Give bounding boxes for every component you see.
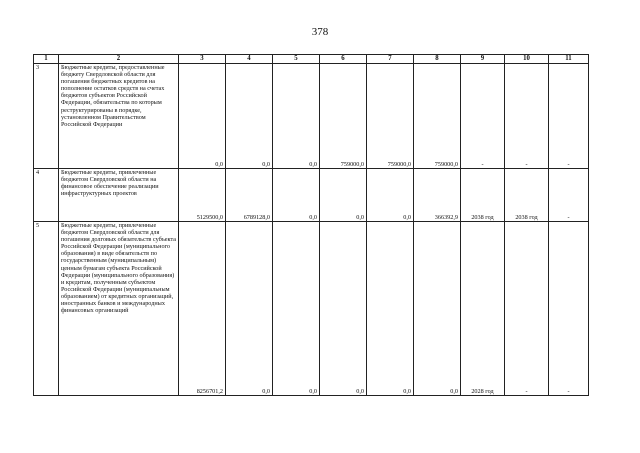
cell-col4: 6789128,0 [226, 169, 273, 222]
column-header: 5 [273, 55, 320, 64]
column-header: 9 [461, 55, 505, 64]
cell-col3: 0,0 [179, 64, 226, 169]
cell-col8: 366392,9 [414, 169, 461, 222]
cell-col7: 0,0 [367, 169, 414, 222]
cell-col10: - [505, 222, 549, 396]
table-row [34, 222, 589, 396]
column-header: 1 [34, 55, 59, 64]
table-row [34, 64, 589, 169]
cell-col6: 0,0 [320, 169, 367, 222]
cell-col7: 759000,0 [367, 64, 414, 169]
column-header: 11 [549, 55, 589, 64]
column-header: 10 [505, 55, 549, 64]
column-header: 6 [320, 55, 367, 64]
cell-col9: 2028 год [461, 222, 505, 396]
column-header: 2 [59, 55, 179, 64]
cell-col4: 0,0 [226, 64, 273, 169]
column-header: 8 [414, 55, 461, 64]
cell-col3: 5129500,0 [179, 169, 226, 222]
budget-credits-table [33, 54, 589, 396]
cell-col9: 2038 год [461, 169, 505, 222]
cell-col5: 0,0 [273, 169, 320, 222]
row-description: Бюджетные кредиты, привлеченные бюджетом Свердловской области на финансовое обеспечение реализации инфраструктурных проектов [59, 169, 179, 222]
column-header: 3 [179, 55, 226, 64]
row-description: Бюджетные кредиты, привлеченные бюджетом Свердловской области для погашения долговых обязательств субъекта Российской Федерации (муниципального образования) в виде обязательств по государственным (муниципальным) ценным бумагам субъекта Российской Федерации (муниципального образования) и кредитам, полученным субъектом Российской Федерации (муниципальным образованием) от кредитных организаций, иностранных банков и международных финансовых организаций [59, 222, 179, 396]
cell-col11: - [549, 64, 589, 169]
column-header: 7 [367, 55, 414, 64]
cell-col8: 0,0 [414, 222, 461, 396]
cell-col10: 2038 год [505, 169, 549, 222]
cell-col7: 0,0 [367, 222, 414, 396]
column-header: 4 [226, 55, 273, 64]
cell-col6: 759000,0 [320, 64, 367, 169]
cell-col3: 8256701,2 [179, 222, 226, 396]
cell-col5: 0,0 [273, 64, 320, 169]
header-row [34, 55, 589, 64]
row-number: 3 [34, 64, 59, 169]
cell-col4: 0,0 [226, 222, 273, 396]
cell-col8: 759000,0 [414, 64, 461, 169]
row-number: 5 [34, 222, 59, 396]
cell-col9: - [461, 64, 505, 169]
cell-col11: - [549, 169, 589, 222]
table-row [34, 169, 589, 222]
cell-col5: 0,0 [273, 222, 320, 396]
page-number: 378 [311, 26, 329, 38]
cell-col11: - [549, 222, 589, 396]
cell-col10: - [505, 64, 549, 169]
row-number: 4 [34, 169, 59, 222]
cell-col6: 0,0 [320, 222, 367, 396]
row-description: Бюджетные кредиты, предоставленные бюджету Свердловской области для погашения бюджетных кредитов на пополнение остатков средств на счетах бюджетов субъектов Российской Федерации, обязательства по которым реструктурированы в порядке, установленном Правительством Российской Федерации [59, 64, 179, 169]
